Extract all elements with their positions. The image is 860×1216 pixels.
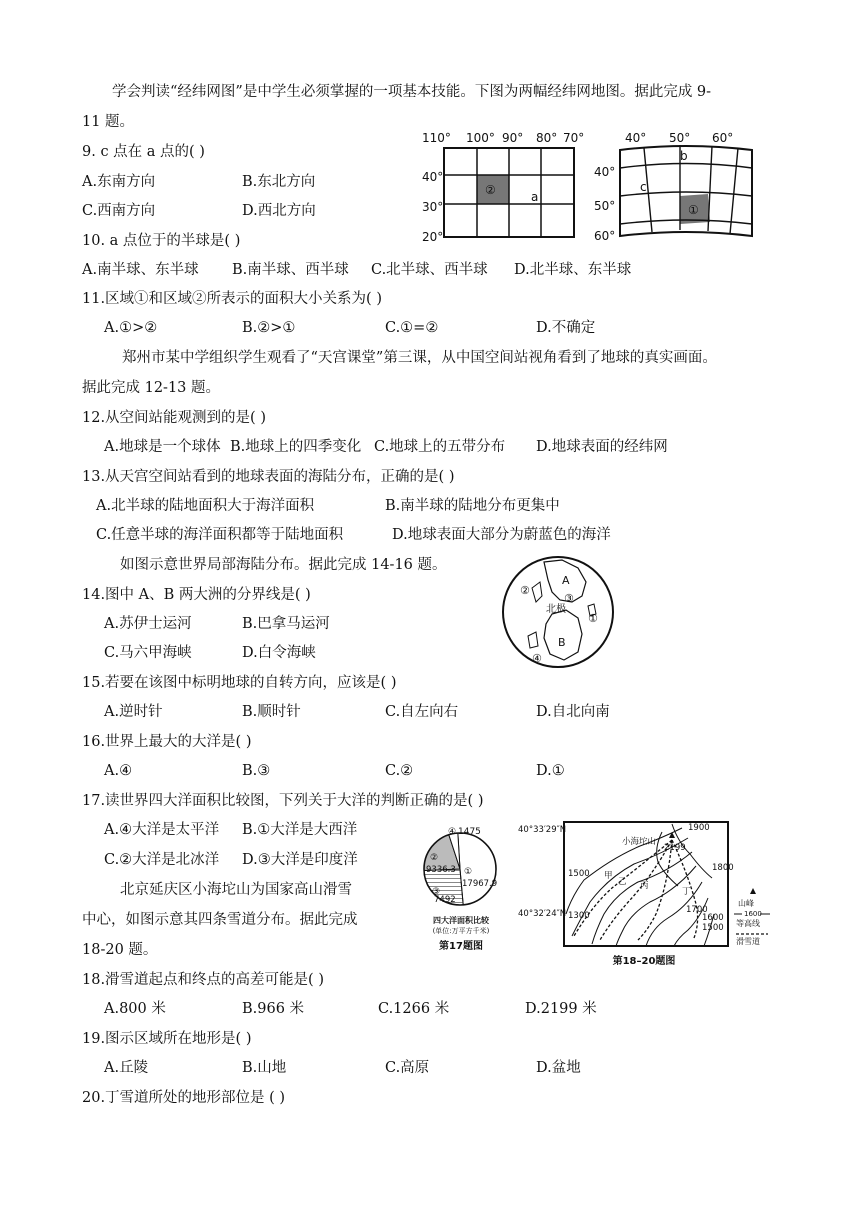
ocean-area-pie-figure (420, 822, 502, 956)
run-jia-label: 甲 (604, 871, 613, 881)
q9-option-a[interactable]: A.东南方向 (82, 174, 156, 190)
peak-name-label: 小海坨山 (622, 837, 657, 847)
slice-2-label: ② (430, 853, 439, 863)
legend-contour-value: 1600 (744, 910, 762, 918)
peak-marker-icon (669, 832, 675, 838)
question-17-stem: 17.读世界四大洋面积比较图，下列关于大洋的判断正确的是( ) (82, 793, 484, 809)
contour-1500b-label: 1500 (702, 923, 724, 933)
question-9-stem: 9. c 点在 a 点的( ) (82, 144, 205, 160)
lon-label: 40° (625, 131, 647, 145)
q16-option-d[interactable]: D.① (536, 763, 565, 779)
q14-option-a[interactable]: A.苏伊士运河 (104, 616, 192, 632)
q17-option-d[interactable]: D.③大洋是印度洋 (242, 852, 358, 868)
q10-option-c[interactable]: C.北半球、西半球 (371, 262, 488, 278)
question-10-stem: 10. a 点位于的半球是( ) (82, 233, 241, 249)
q13-option-a[interactable]: A.北半球的陆地面积大于海洋面积 (96, 498, 315, 514)
region-2-label: ② (485, 183, 496, 197)
q15-option-b[interactable]: B.顺时针 (242, 704, 301, 720)
slice-4-value: 1475 (458, 827, 481, 837)
latlon-grid-figure-1 (420, 128, 585, 243)
q18-option-b[interactable]: B.966 米 (242, 1001, 305, 1017)
lat-bottom-label: 40°32′24″N (518, 909, 567, 919)
intro-12-13-line1: 郑州市某中学组织学生观看了“天宫课堂”第三课，从中国空间站视角看到了地球的真实画面。 (122, 350, 717, 366)
intro-14-16: 如图示意世界局部海陆分布。据此完成 14-16 题。 (120, 557, 447, 573)
q15-option-d[interactable]: D.自北向南 (536, 704, 610, 720)
q19-option-c[interactable]: C.高原 (385, 1060, 430, 1076)
question-11-stem: 11.区域①和区域②所表示的面积大小关系为( ) (82, 291, 382, 307)
polar-land-sea-figure (502, 552, 614, 672)
figure-18-20-caption: 第18–20题图 (612, 956, 676, 967)
lat-label: 40° (594, 165, 616, 179)
slice-3-value: 7492 (434, 895, 456, 905)
peak-height-label: 2199 (664, 843, 686, 853)
run-bing-label: 丙 (640, 881, 649, 891)
lon-label: 100° (466, 131, 495, 145)
point-a-label: a (531, 190, 539, 204)
question-18-stem: 18.滑雪道起点和终点的高差可能是( ) (82, 972, 324, 988)
q11-option-a[interactable]: A.①>② (104, 320, 158, 336)
run-yi-label: 乙 (618, 877, 627, 887)
continent-b-label: B (558, 636, 566, 649)
q14-option-b[interactable]: B.巴拿马运河 (242, 616, 330, 632)
ocean-2-label: ② (520, 584, 530, 597)
q19-option-b[interactable]: B.山地 (242, 1060, 287, 1076)
pie-title: 四大洋面积比较 (433, 916, 489, 925)
slice-3-label: ③ (432, 887, 441, 897)
q19-option-a[interactable]: A.丘陵 (104, 1060, 149, 1076)
lat-label: 20° (422, 230, 444, 243)
lon-label: 70° (563, 131, 585, 145)
question-20-stem: 20.丁雪道所处的地形部位是 ( ) (82, 1090, 286, 1106)
lat-label: 50° (594, 199, 616, 213)
q15-option-c[interactable]: C.自左向右 (385, 704, 459, 720)
intro-18-20-line1: 北京延庆区小海坨山为国家高山滑雪 (120, 882, 352, 898)
contour-1500a-label: 1500 (568, 869, 590, 879)
run-ding-label: 丁 (682, 887, 691, 897)
q13-option-d[interactable]: D.地球表面大部分为蔚蓝色的海洋 (392, 527, 611, 543)
legend-contour-label: 等高线 (736, 919, 760, 928)
q18-option-c[interactable]: C.1266 米 (378, 1001, 450, 1017)
lon-label: 50° (669, 131, 691, 145)
ocean-3-label: ③ (564, 592, 574, 605)
lat-label: 30° (422, 200, 444, 214)
pie-unit: (单位:万平方千米) (432, 927, 490, 935)
point-c-label: c (640, 180, 647, 194)
q10-option-b[interactable]: B.南半球、西半球 (232, 262, 349, 278)
q17-option-a[interactable]: A.④大洋是太平洋 (104, 822, 220, 838)
lon-label: 60° (712, 131, 734, 145)
lat-top-label: 40°33′29″N (518, 825, 567, 835)
q10-option-d[interactable]: D.北半球、东半球 (514, 262, 632, 278)
q17-option-b[interactable]: B.①大洋是大西洋 (242, 822, 358, 838)
q11-option-b[interactable]: B.②>① (242, 320, 296, 336)
q13-option-c[interactable]: C.任意半球的海洋面积都等于陆地面积 (96, 527, 344, 543)
q12-option-a[interactable]: A.地球是一个球体 (104, 439, 221, 455)
north-pole-label: 北极 (546, 604, 566, 615)
point-b-label: b (680, 149, 688, 163)
question-13-stem: 13.从天宫空间站看到的地球表面的海陆分布，正确的是( ) (82, 469, 455, 485)
question-15-stem: 15.若要在该图中标明地球的自转方向，应该是( ) (82, 675, 397, 691)
continent-a-label: A (562, 574, 570, 587)
contour-1700-label: 1700 (686, 905, 708, 915)
q10-option-a[interactable]: A.南半球、东半球 (82, 262, 199, 278)
q9-option-c[interactable]: C.西南方向 (82, 203, 156, 219)
q12-option-d[interactable]: D.地球表面的经纬网 (536, 439, 668, 455)
q9-option-d[interactable]: D.西北方向 (242, 203, 316, 219)
legend-peak-icon (750, 888, 756, 894)
ocean-1-label: ① (588, 612, 598, 625)
intro-9-11-line1: 学会判读“经纬网图”是中学生必须掌握的一项基本技能。下图为两幅经纬网地图。据此完成 9- (112, 84, 712, 100)
q18-option-a[interactable]: A.800 米 (104, 1001, 166, 1017)
contour-1600-label: 1600 (702, 913, 724, 923)
legend-run-label: 滑雪道 (736, 937, 760, 946)
figure-17-caption: 第17题图 (439, 941, 483, 952)
q14-option-c[interactable]: C.马六甲海峡 (104, 645, 192, 661)
q18-option-d[interactable]: D.2199 米 (525, 1001, 597, 1017)
intro-12-13-line2: 据此完成 12-13 题。 (82, 380, 221, 396)
question-12-stem: 12.从空间站能观测到的是( ) (82, 410, 266, 426)
slice-4-label: ④ (448, 827, 457, 837)
q15-option-a[interactable]: A.逆时针 (104, 704, 163, 720)
contour-1900-label: 1900 (688, 823, 710, 833)
contour-map-figure (512, 818, 774, 970)
q13-option-b[interactable]: B.南半球的陆地分布更集中 (385, 498, 560, 514)
question-19-stem: 19.图示区域所在地形是( ) (82, 1031, 252, 1047)
q12-option-b[interactable]: B.地球上的四季变化 (230, 439, 362, 455)
q12-option-c[interactable]: C.地球上的五带分布 (374, 439, 506, 455)
lon-label: 80° (536, 131, 558, 145)
ocean-4-label: ④ (532, 652, 542, 665)
intro-18-20-line3: 18-20 题。 (82, 942, 158, 958)
q11-option-d[interactable]: D.不确定 (536, 320, 596, 336)
question-14-stem: 14.图中 A、B 两大洲的分界线是( ) (82, 587, 311, 603)
contour-1800-label: 1800 (712, 863, 734, 873)
region-1-label: ① (688, 203, 699, 217)
latlon-grid-figure-2 (592, 128, 764, 243)
lat-label: 60° (594, 229, 616, 243)
lon-label: 90° (502, 131, 524, 145)
q19-option-d[interactable]: D.盆地 (536, 1060, 581, 1076)
q16-option-a[interactable]: A.④ (104, 763, 133, 779)
q17-option-c[interactable]: C.②大洋是北冰洋 (104, 852, 220, 868)
intro-9-11-line2: 11 题。 (82, 114, 135, 130)
slice-2-value: 9336.3 (426, 865, 456, 875)
q16-option-c[interactable]: C.② (385, 763, 414, 779)
legend-peak-label: 山峰 (738, 899, 754, 908)
q11-option-c[interactable]: C.①=② (385, 320, 439, 336)
question-16-stem: 16.世界上最大的大洋是( ) (82, 734, 252, 750)
q16-option-b[interactable]: B.③ (242, 763, 271, 779)
contour-1300-label: 1300 (568, 911, 590, 921)
q9-option-b[interactable]: B.东北方向 (242, 174, 316, 190)
lat-label: 40° (422, 170, 444, 184)
lon-label: 110° (422, 131, 451, 145)
intro-18-20-line2: 中心，如图示意其四条雪道分布。据此完成 (82, 912, 358, 928)
slice-1-value: 17967.9 (462, 879, 498, 889)
q14-option-d[interactable]: D.白令海峡 (242, 645, 316, 661)
slice-1-label: ① (464, 867, 473, 877)
